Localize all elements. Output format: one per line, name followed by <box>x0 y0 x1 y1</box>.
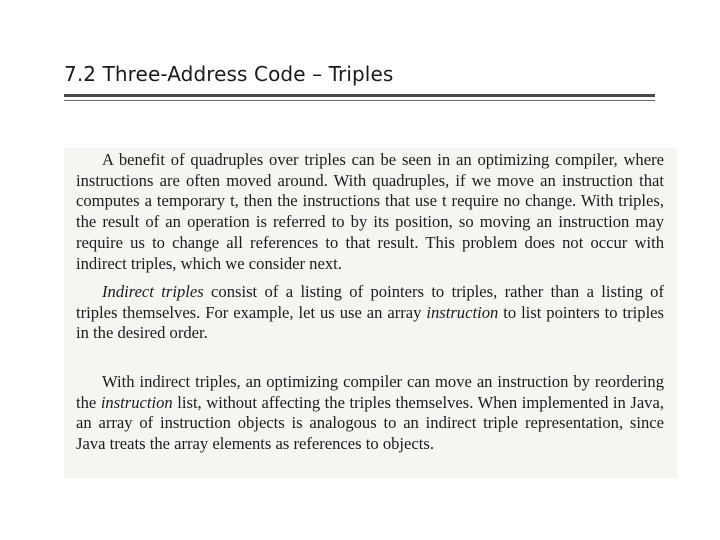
scanned-text-image <box>64 148 677 478</box>
term-instruction-2: instruction <box>100 392 173 412</box>
paragraph-reordering-text-a: With indirect triples, an optimizing compiler can move an instruction by reordering the <box>76 372 664 412</box>
paragraph-indirect-triples <box>76 282 664 344</box>
term-instruction: instruction <box>426 302 499 322</box>
paragraph-reordering-text-b: list, without affecting the triples themselves. When implemented in Java, an array of instruction objects is analogous to an indirect triple representation, since Java treats the array elements as references to objects. <box>76 392 664 454</box>
title-rule-thin <box>64 100 655 101</box>
paragraph-quadruples-benefit: A benefit of quadruples over triples can be seen in an optimizing compiler, where instructions are often moved around. With quadruples, if we move an instruction that computes a temporary t, then the instructions that use t require no change. With triples, the result of an operation is referred to by its position, so moving an instruction may require us to change all references to that result. This problem does not occur with indirect triples, which we consider next. <box>76 150 664 273</box>
paragraph-indirect-triples-text-a: consist of a listing of pointers to triples, rather than a listing of triples themselves. For example, let us use an array <box>76 282 664 322</box>
term-indirect-triples: Indirect triples <box>102 282 204 301</box>
slide-title: 7.2 Three-Address Code – Triples <box>64 62 394 86</box>
paragraph-indirect-triples-text-b: to list pointers to triples in the desired order. <box>76 302 665 343</box>
title-rule-thick <box>64 94 655 97</box>
paragraph-reordering <box>76 372 664 455</box>
